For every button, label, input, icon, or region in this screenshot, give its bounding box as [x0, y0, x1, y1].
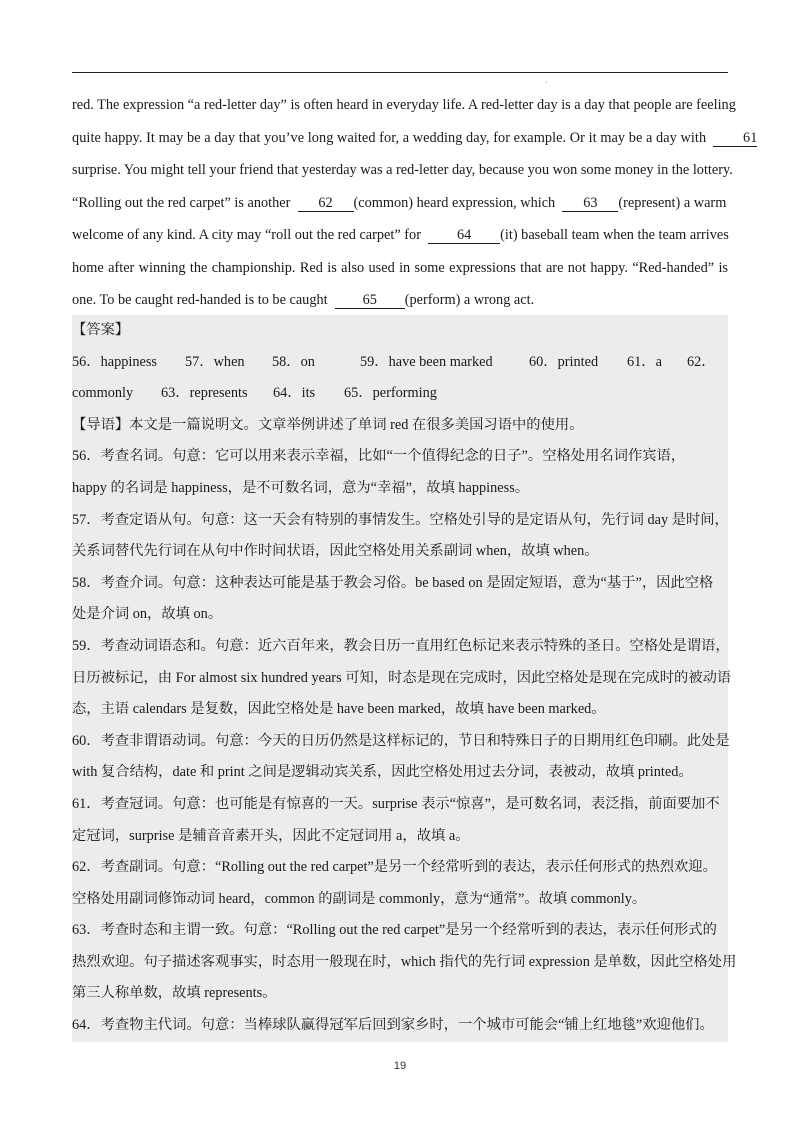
explanation-57-line-2: 关系词替代先行词在从句中作时间状语，因此空格处用关系副词 when，故填 when。: [72, 543, 599, 560]
answer-62-number: 62．: [687, 353, 716, 370]
blank-61: 61: [713, 130, 757, 147]
explanation-58-line-2: 处是介词 on，故填 on。: [72, 606, 223, 623]
passage-text: welcome of any kind. A city may “roll out the red carpet” for: [72, 227, 421, 243]
answer-64: 64．its: [273, 385, 316, 402]
passage: [72, 94, 758, 322]
passage-text: (represent) a warm: [618, 194, 727, 211]
blank-65: 65: [335, 292, 405, 309]
explanation-56-line-1: 56．考查名词。句意：它可以用来表示幸福，比如“一个值得纪念的日子”。空格处用名词作宾语，: [72, 448, 686, 465]
passage-text: “Rolling out the red carpet” is another: [72, 194, 291, 211]
explanation-59-line-3: 态，主语 calendars 是复数，因此空格处是 have been marked，故填 have been marked。: [72, 701, 606, 718]
passage-text: quite happy. It may be a day that you’ve long waited for, a wedding day, for example. Or it may be a day with: [72, 129, 707, 146]
passage-line-1: [72, 94, 736, 127]
page-number: 19: [393, 1060, 407, 1072]
explanation-62-line-2: 空格处用副词修饰动词 heard，common 的副词是 commonly，意为“通常”。故填 commonly。: [72, 890, 647, 907]
explanation-61-line-2: 定冠词，surprise 是辅音音素开头，因此不定冠词用 a，故填 a。: [72, 827, 470, 844]
explanation-60-line-1: 60．考查非谓语动词。句意：今天的日历仍然是这样标记的，节日和特殊日子的日期用红色印刷。此处是: [72, 732, 730, 749]
answer-62-word: commonly: [72, 385, 134, 402]
explanation-62-line-1: 62．考查副词。句意：“Rolling out the red carpet”是另一个经常听到的表达，表示任何形式的热烈欢迎。: [72, 859, 717, 876]
header-mark: ·: [545, 78, 548, 87]
explanation-59-line-2: 日历被标记，由 For almost six hundred years 可知，时态是现在完成时，因此空格处是现在完成时的被动语: [72, 669, 732, 686]
answer-section: [72, 315, 737, 1042]
passage-text: surprise. You might tell your friend that yesterday was a red-letter day, because you won some money in the lottery.: [72, 162, 733, 178]
passage-line-4: [72, 192, 728, 225]
answer-63: 63．represents: [161, 385, 248, 402]
explanation-60-line-2: with 复合结构，date 和 print 之间是逻辑动宾关系，因此空格处用过去分词，表被动，故填 printed。: [72, 764, 693, 781]
passage-line-3: [72, 159, 733, 192]
passage-text: home after winning the championship. Red is also used in some expressions that are not happy. “Red-handed” is: [72, 259, 728, 276]
explanation-63-line-1: 63．考查时态和主谓一致。句意：“Rolling out the red carpet”是另一个经常听到的表达，表示任何形式的: [72, 922, 717, 939]
guide-intro: 【导语】本文是一篇说明文。文章举例讲述了单词 red 在很多美国习语中的使用。: [72, 416, 584, 433]
explanation-63-line-3: 第三人称单数，故填 represents。: [72, 985, 277, 1002]
answer-61: 61．a: [627, 353, 662, 370]
explanation-63-line-2: 热烈欢迎。句子描述客观事实，时态用一般现在时，which 指代的先行词 expression 是单数，因此空格处用: [72, 953, 737, 970]
blank-62: 62: [298, 195, 354, 212]
passage-text: (it) baseball team when the team arrives: [500, 227, 729, 243]
answer-row-1: [72, 347, 728, 379]
explanation-59-line-1: 59．考查动词语态和。句意：近六百年来，教会日历一直用红色标记来表示特殊的圣日。空格处是谓语，: [72, 637, 730, 654]
answer-60: 60．printed: [529, 353, 599, 370]
blank-63: 63: [562, 195, 618, 212]
passage-text: (common) heard expression, which: [353, 194, 556, 211]
passage-text: (perform) a wrong act.: [404, 292, 535, 308]
passage-line-2: [72, 127, 758, 160]
answer-57: 57．when: [185, 353, 245, 370]
answer-58: 58．on: [272, 353, 315, 370]
explanation-61-line-1: 61．考查冠词。句意：也可能是有惊喜的一天。surprise 表示“惊喜”，是可数名词，表泛指，前面要加不: [72, 795, 720, 812]
answer-heading: 【答案】: [72, 322, 130, 338]
passage-text: one. To be caught red-handed is to be caught: [72, 292, 328, 308]
passage-line-5: [72, 224, 728, 257]
passage-line-6: [72, 257, 728, 290]
answer-56: 56．happiness: [72, 353, 157, 370]
answer-65: 65．performing: [344, 385, 437, 402]
explanation-56-line-2: happy 的名词是 happiness，是不可数名词，意为“幸福”，故填 happiness。: [72, 479, 530, 496]
passage-text: red. The expression “a red-letter day” is often heard in everyday life. A red-letter day is a day that people are feeling: [72, 97, 736, 113]
explanation-57-line-1: 57．考查定语从句。句意：这一天会有特别的事情发生。空格处引导的是定语从句，先行词 day 是时间，: [72, 511, 729, 528]
answer-row-2: [72, 378, 728, 410]
explanation-58-line-1: 58．考查介词。句意：这种表达可能是基于教会习俗。be based on 是固定短语，意为“基于”，因此空格: [72, 574, 714, 591]
explanation-64-line-1: 64．考查物主代词。句意：当棒球队赢得冠军后回到家乡时，一个城市可能会“铺上红地毯”欢迎他们。: [72, 1017, 714, 1034]
header-rule: [72, 72, 728, 73]
blank-64: 64: [428, 227, 500, 244]
answer-59: 59．have been marked: [360, 353, 493, 370]
